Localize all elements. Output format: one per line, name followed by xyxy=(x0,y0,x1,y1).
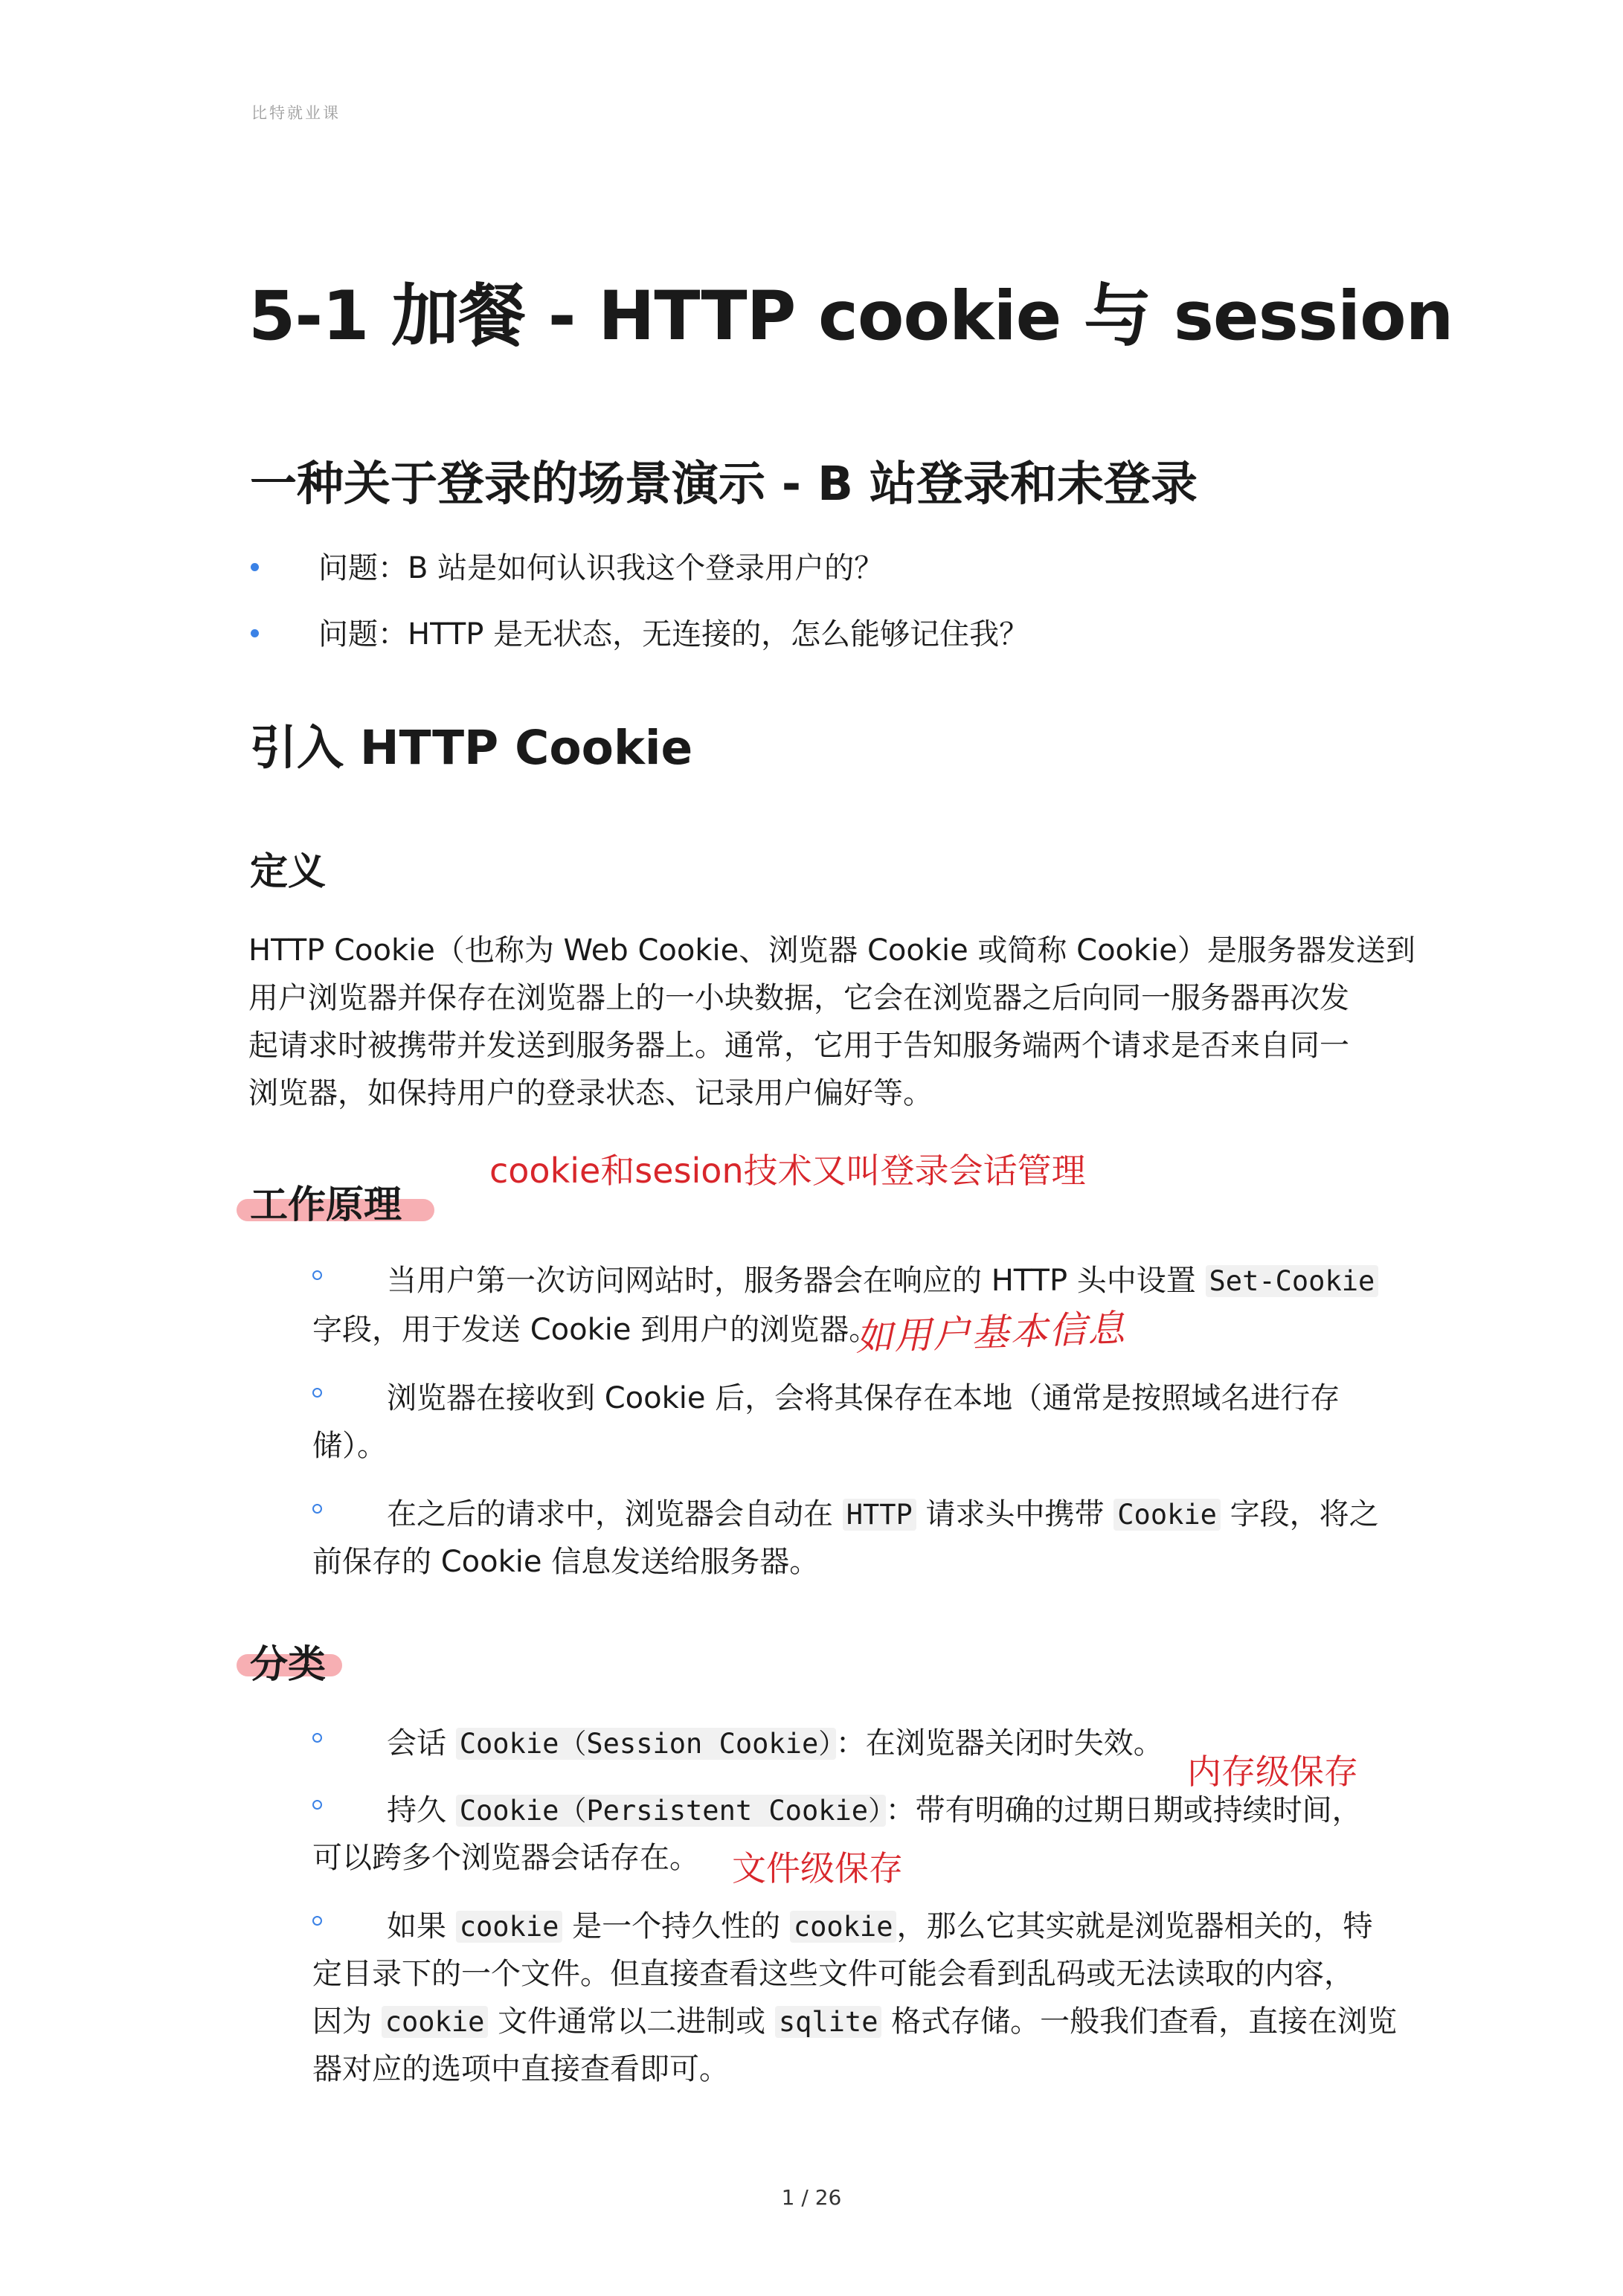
section-heading-login-scenario: 一种关于登录的场景演示 - B 站登录和未登录 xyxy=(250,457,1198,511)
inline-code: cookie xyxy=(382,2006,489,2038)
subheading-classification: 分类 xyxy=(250,1643,327,1687)
principle-item-2-line-1: 浏览器在接收到 Cookie 后，会将其保存在本地（通常是按照域名进行存 xyxy=(387,1381,1340,1415)
classification-item-3-line-4: 器对应的选项中直接查看即可。 xyxy=(312,2052,729,2086)
annotation-session-management: cookie和sesion技术又叫登录会话管理 xyxy=(489,1151,1086,1191)
question-item: 问题：B 站是如何认识我这个登录用户的？ xyxy=(318,551,884,585)
subheading-working-principle: 工作原理 xyxy=(250,1183,402,1227)
course-header: 比特就业课 xyxy=(251,104,341,122)
subheading-definition: 定义 xyxy=(250,850,327,894)
inline-code: sqlite xyxy=(775,2006,882,2038)
classification-item-2-line-2: 可以跨多个浏览器会话存在。 xyxy=(312,1841,699,1875)
annotation-file-level: 文件级保存 xyxy=(732,1848,903,1888)
annotation-memory-level: 内存级保存 xyxy=(1187,1752,1358,1792)
principle-item-1-line-2: 字段，用于发送 Cookie 到用户的浏览器。 xyxy=(312,1313,879,1347)
classification-item-3-line-2: 定目录下的一个文件。但直接查看这些文件可能会看到乱码或无法读取的内容， xyxy=(312,1957,1354,1991)
sub-bullet-icon xyxy=(312,1733,322,1743)
inline-code: Set-Cookie xyxy=(1206,1265,1379,1297)
sub-bullet-icon xyxy=(312,1504,322,1514)
inline-code: HTTP xyxy=(843,1499,916,1531)
inline-code: Cookie（Session Cookie） xyxy=(456,1728,836,1760)
bullet-icon xyxy=(251,563,259,571)
principle-item-2-line-2: 储）。 xyxy=(312,1429,387,1463)
definition-line: 用户浏览器并保存在浏览器上的一小块数据，它会在浏览器之后向同一服务器再次发 xyxy=(248,981,1349,1015)
handwritten-note-user-info: 如用户基本信息 xyxy=(855,1306,1128,1360)
bullet-icon xyxy=(251,629,259,637)
definition-line: HTTP Cookie（也称为 Web Cookie、浏览器 Cookie 或简称 Cookie）是服务器发送到 xyxy=(248,933,1415,968)
page-number: 1 / 26 xyxy=(781,2185,842,2210)
inline-code: Cookie xyxy=(1113,1499,1221,1531)
question-item: 问题：HTTP 是无状态，无连接的，怎么能够记住我？ xyxy=(318,617,1029,652)
inline-code: cookie xyxy=(456,1911,563,1943)
definition-line: 浏览器，如保持用户的登录状态、记录用户偏好等。 xyxy=(248,1076,933,1110)
classification-item-2-line-1: 持久 Cookie（Persistent Cookie） ：带有明确的过期日期或持续时间， xyxy=(387,1793,1362,1827)
principle-item-3-line-2: 前保存的 Cookie 信息发送给服务器。 xyxy=(312,1545,820,1579)
sub-bullet-icon xyxy=(312,1388,322,1398)
principle-item-1-line-1: 当用户第一次访问网站时，服务器会在响应的 HTTP 头中设置 Set-Cookie xyxy=(387,1257,1378,1305)
classification-item-3-line-3: 因为 cookie 文件通常以二进制或 sqlite 格式存储。一般我们查看，直接在浏览 xyxy=(312,2004,1398,2039)
classification-item-3-line-1: 如果 cookie 是一个持久性的 cookie ，那么它其实就是浏览器相关的，特 xyxy=(387,1909,1373,1943)
sub-bullet-icon xyxy=(312,1270,322,1280)
section-heading-http-cookie: 引入 HTTP Cookie xyxy=(250,721,693,775)
inline-code: cookie xyxy=(790,1911,897,1943)
sub-bullet-icon xyxy=(312,1916,322,1926)
sub-bullet-icon xyxy=(312,1800,322,1810)
page-title: 5-1 加餐 - HTTP cookie 与 session xyxy=(248,277,1453,356)
classification-item-1: 会话 Cookie（Session Cookie） ：在浏览器关闭时失效。 xyxy=(387,1726,1163,1760)
principle-item-3-line-1: 在之后的请求中，浏览器会自动在 HTTP 请求头中携带 Cookie 字段，将之 xyxy=(387,1497,1379,1531)
definition-line: 起请求时被携带并发送到服务器上。通常，它用于告知服务端两个请求是否来自同一 xyxy=(248,1029,1349,1063)
inline-code: Cookie（Persistent Cookie） xyxy=(456,1795,886,1827)
